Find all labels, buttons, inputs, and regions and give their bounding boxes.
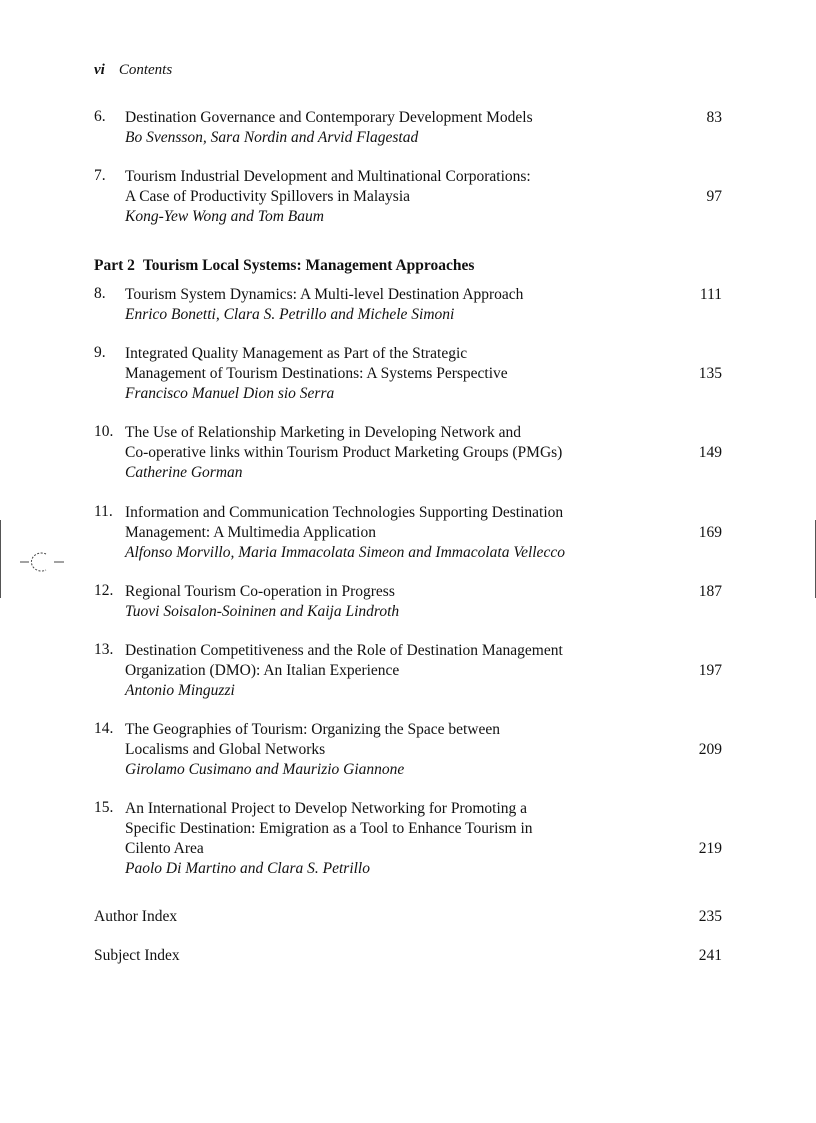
chapter-title: Destination Competitiveness and the Role of Destination Management bbox=[125, 642, 563, 659]
page-number-roman: vi bbox=[94, 62, 105, 78]
chapter-number: 8. bbox=[94, 285, 106, 302]
chapter-authors: Tuovi Soisalon-Soininen and Kaija Lindroth bbox=[125, 603, 400, 620]
page-number: 235 bbox=[698, 908, 722, 925]
chapter-number: 13. bbox=[94, 641, 114, 658]
chapter-title: Information and Communication Technologies Supporting Destination bbox=[125, 504, 564, 521]
part-label: Part 2 bbox=[94, 257, 135, 274]
chapter-authors: Catherine Gorman bbox=[125, 464, 243, 481]
running-title: Contents bbox=[118, 62, 173, 78]
index-label: Author Index bbox=[94, 908, 178, 925]
chapter-title: An International Project to Develop Networking for Promoting a bbox=[125, 800, 528, 817]
registration-mark-icon bbox=[20, 550, 64, 574]
page-number: 169 bbox=[698, 524, 722, 541]
chapter-title: Cilento Area bbox=[125, 840, 204, 857]
chapter-title: A Case of Productivity Spillovers in Malaysia bbox=[125, 188, 411, 205]
page-number: 111 bbox=[699, 286, 722, 303]
chapter-title: Management of Tourism Destinations: A Systems Perspective bbox=[125, 365, 508, 382]
chapter-number: 6. bbox=[94, 108, 106, 125]
page-number: 187 bbox=[698, 583, 722, 600]
chapter-title: Destination Governance and Contemporary Development Models bbox=[125, 109, 533, 126]
page-number: 219 bbox=[698, 840, 722, 857]
chapter-authors: Enrico Bonetti, Clara S. Petrillo and Michele Simoni bbox=[125, 306, 455, 323]
chapter-title: Regional Tourism Co-operation in Progress bbox=[125, 583, 395, 600]
subject-index-entry[interactable] bbox=[94, 946, 722, 966]
crop-mark-left bbox=[0, 520, 1, 598]
chapter-authors: Paolo Di Martino and Clara S. Petrillo bbox=[125, 860, 370, 877]
chapter-title: Co-operative links within Tourism Product Marketing Groups (PMGs) bbox=[125, 444, 563, 461]
chapter-authors: Kong-Yew Wong and Tom Baum bbox=[125, 208, 324, 225]
chapter-authors: Antonio Minguzzi bbox=[125, 682, 235, 699]
page-number: 83 bbox=[706, 109, 722, 126]
chapter-title: Tourism System Dynamics: A Multi-level Destination Approach bbox=[125, 286, 524, 303]
chapter-number: 15. bbox=[94, 799, 114, 816]
page-number: 149 bbox=[698, 444, 722, 461]
page-number: 197 bbox=[698, 662, 722, 679]
chapter-title: Localisms and Global Networks bbox=[125, 741, 326, 758]
chapter-number: 12. bbox=[94, 582, 114, 599]
chapter-number: 11. bbox=[94, 503, 113, 520]
chapter-title: Specific Destination: Emigration as a Tool to Enhance Tourism in bbox=[125, 820, 533, 837]
chapter-title: Integrated Quality Management as Part of the Strategic bbox=[125, 345, 468, 362]
chapter-title: The Geographies of Tourism: Organizing the Space between bbox=[125, 721, 500, 738]
chapter-authors: Alfonso Morvillo, Maria Immacolata Simeon and Immacolata Vellecco bbox=[125, 544, 565, 561]
chapter-number: 10. bbox=[94, 423, 114, 440]
chapter-authors: Girolamo Cusimano and Maurizio Giannone bbox=[125, 761, 405, 778]
chapter-title: The Use of Relationship Marketing in Developing Network and bbox=[125, 424, 522, 441]
chapter-authors: Bo Svensson, Sara Nordin and Arvid Flagestad bbox=[125, 129, 419, 146]
page-number: 241 bbox=[698, 947, 722, 964]
part-heading bbox=[94, 256, 474, 276]
chapter-number: 14. bbox=[94, 720, 114, 737]
page-number: 209 bbox=[698, 741, 722, 758]
running-header bbox=[94, 62, 172, 79]
chapter-number: 7. bbox=[94, 167, 106, 184]
chapter-title: Management: A Multimedia Application bbox=[125, 524, 376, 541]
chapter-title: Organization (DMO): An Italian Experience bbox=[125, 662, 400, 679]
chapter-title: Tourism Industrial Development and Multinational Corporations: bbox=[125, 168, 531, 185]
page-number: 135 bbox=[698, 365, 722, 382]
chapter-number: 9. bbox=[94, 344, 106, 361]
author-index-entry[interactable] bbox=[94, 907, 722, 927]
part-title: Tourism Local Systems: Management Approaches bbox=[142, 257, 475, 274]
chapter-authors: Francisco Manuel Dion sio Serra bbox=[125, 385, 335, 402]
page-number: 97 bbox=[706, 188, 722, 205]
index-label: Subject Index bbox=[94, 947, 180, 964]
